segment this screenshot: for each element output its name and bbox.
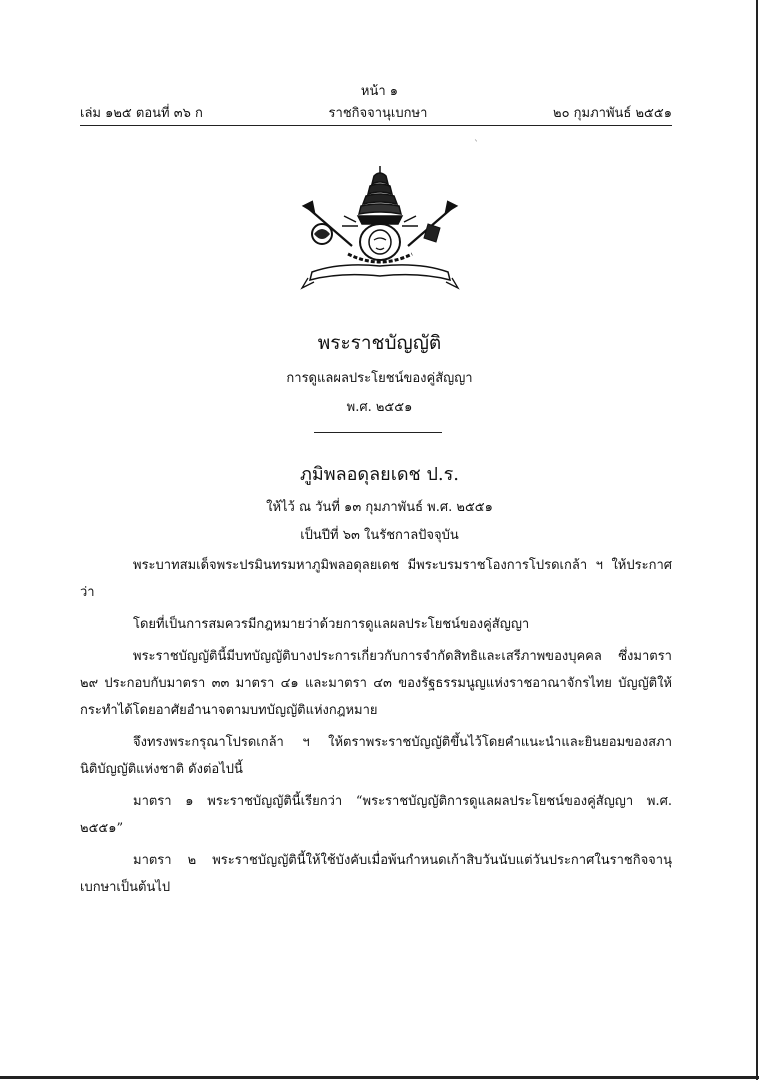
page-number: หน้า ๑: [360, 84, 399, 99]
paragraph-enactment: จึงทรงพระกรุณาโปรดเกล้า ฯ ให้ตราพระราชบัญญัติขึ้นไว้โดยคำแนะนำและยินยอมของสภานิติบัญญัติแห่งชาติ ดังต่อไปนี้: [80, 735, 672, 777]
royal-signature-name: ภูมิพลอดุลยเดช ป.ร.: [299, 464, 460, 485]
given-date: ให้ไว้ ณ วันที่ ๑๓ กุมภาพันธ์ พ.ศ. ๒๕๕๑: [266, 500, 493, 515]
section-1: มาตรา ๑ พระราชบัญญัตินี้เรียกว่า “พระราชบัญญัติการดูแลผลประโยชน์ของคู่สัญญา พ.ศ. ๒๕๕๑”: [80, 794, 672, 836]
gazette-name: ราชกิจจานุเบกษา: [328, 106, 428, 121]
paragraph-rights-limitation: พระราชบัญญัตินี้มีบทบัญญัติบางประการเกี่ยวกับการจำกัดสิทธิและเสรีภาพของบุคคล ซึ่งมาตรา ๒๙ ประกอบกับมาตรา ๓๓ มาตรา ๔๑ และมาตรา ๔๓ ของรัฐธรรมนูญแห่งราชอาณาจักรไทย บัญญัติให้กระทำได้โดยอาศัยอำนาจตามบทบัญญัติแห่งกฎหมาย: [80, 649, 672, 718]
publication-date: ๒๐ กุมภาพันธ์ ๒๕๕๑: [553, 106, 672, 121]
gazette-header: [80, 102, 672, 123]
volume-issue: เล่ม ๑๒๕ ตอนที่ ๓๖ ก: [80, 106, 203, 121]
section-2: มาตรา ๒ พระราชบัญญัตินี้ให้ใช้บังคับเมื่อพ้นกำหนดเก้าสิบวันนับแต่วันประกาศในราชกิจจานุเบกษาเป็นต้นไป: [80, 853, 672, 895]
act-subtitle: การดูแลผลประโยชน์ของคู่สัญญา: [286, 371, 473, 386]
royal-emblem-icon: [300, 162, 460, 292]
reign-year: เป็นปีที่ ๖๓ ในรัชกาลปัจจุบัน: [300, 528, 459, 543]
title-divider: [314, 432, 442, 433]
page-border-bottom: [0, 1076, 759, 1079]
act-title: พระราชบัญญัติ: [317, 332, 442, 354]
scan-speck: `: [474, 140, 479, 151]
paragraph-proclamation: พระบาทสมเด็จพระปรมินทรมหาภูมิพลอดุลยเดช มีพระบรมราชโองการโปรดเกล้า ฯ ให้ประกาศว่า: [80, 558, 672, 600]
act-year: พ.ศ. ๒๕๕๑: [346, 400, 413, 415]
header-divider: [80, 125, 672, 126]
act-body: [80, 552, 672, 906]
paragraph-reason: โดยที่เป็นการสมควรมีกฎหมายว่าด้วยการดูแลผลประโยชน์ของคู่สัญญา: [133, 617, 530, 632]
